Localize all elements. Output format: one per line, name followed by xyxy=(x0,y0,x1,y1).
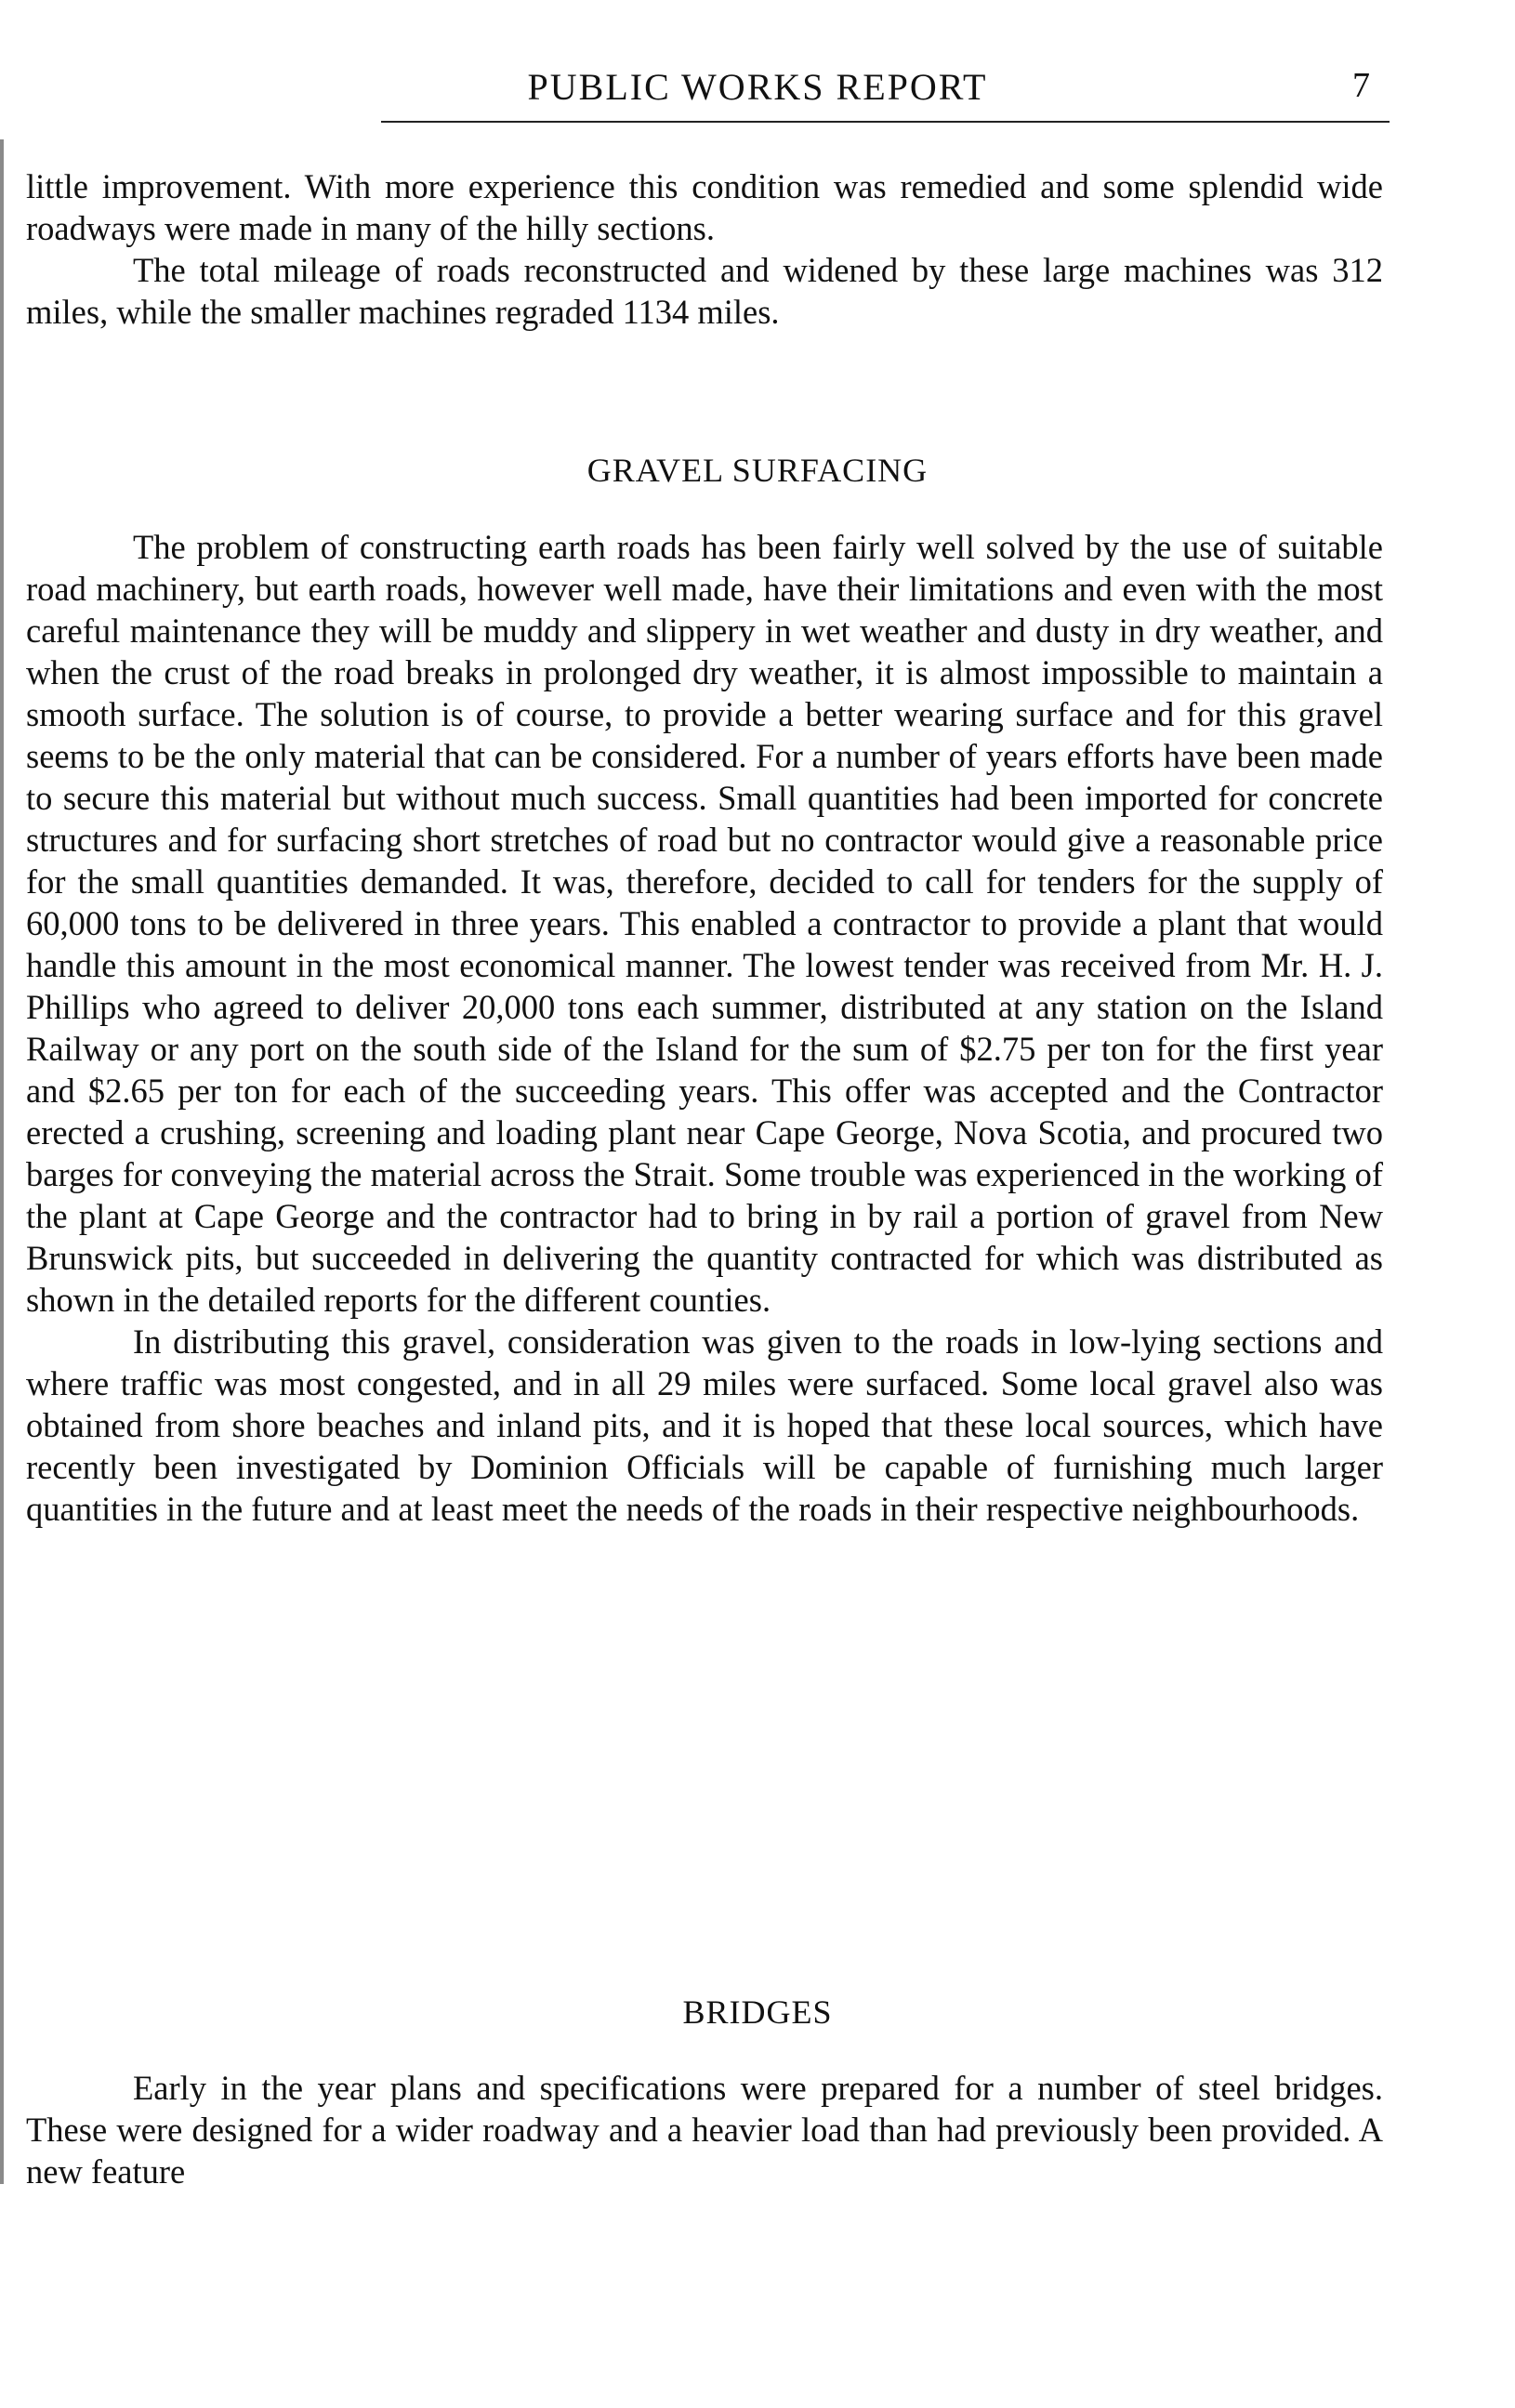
page-edge-shadow xyxy=(0,139,4,2184)
header-rule xyxy=(381,121,1390,123)
page-header xyxy=(0,58,1515,113)
bridges-text-block xyxy=(26,2067,1383,2192)
running-title: PUBLIC WORKS REPORT xyxy=(527,66,988,108)
page-number: 7 xyxy=(1352,66,1370,105)
intro-paragraph-mileage: The total mileage of roads reconstructed and widened by these large machines was 312 miles, while the smaller machines regraded 1134 miles. xyxy=(26,251,1383,331)
intro-text-block xyxy=(26,165,1383,333)
heading-bridges: BRIDGES xyxy=(682,1994,833,2031)
gravel-text-block xyxy=(26,526,1383,1530)
heading-gravel-surfacing: GRAVEL SURFACING xyxy=(586,452,929,489)
gravel-paragraph-distribution: In distributing this gravel, consideration was given to the roads in low-lying sections and where traffic was most congested, and in all 29 miles were surfaced. Some local gravel also was obtained from shore beaches and inland pits, and it is hoped that these local sources, which have recently been investigated by Dominion Officials will be capable of furnishing much larger quantities in the future and at least meet the needs of the roads in their respective neighbourhoods. xyxy=(26,1322,1383,1528)
bridges-paragraph: Early in the year plans and specifications were prepared for a number of steel bridges. These were designed for a wider roadway and a heavier load than had previously been provided. A new feature xyxy=(26,2069,1383,2191)
intro-paragraph-continued: little improvement. With more experience this condition was remedied and some splendid wide roadways were made in many of the hilly sections. xyxy=(26,167,1383,247)
gravel-paragraph-problem: The problem of constructing earth roads has been fairly well solved by the use of suitable road machinery, but earth roads, however well made, have their limitations and even with the most careful maintenance they will be muddy and slippery in wet weather and dusty in dry weather, and when the crust of the road breaks in prolonged dry weather, it is almost impossible to maintain a smooth surface. The solution is of course, to provide a better wearing surface and for this gravel seems to be the only material that can be considered. For a number of years efforts have been made to secure this material but without much success. Small quantities had been imported for concrete structures and for surfacing short stretches of road but no contractor would give a reasonable price for the small quantities demanded. It was, therefore, decided to call for tenders for the supply of 60,000 tons to be delivered in three years. This enabled a contractor to provide a plant that would handle this amount in the most economical manner. The lowest tender was received from Mr. H. J. Phillips who agreed to deliver 20,000 tons each summer, distributed at any station on the Island Railway or any port on the south side of the Island for the sum of $2.75 per ton for the first year and $2.65 per ton for each of the succeeding years. This offer was accepted and the Contractor erected a crushing, screening and loading plant near Cape George, Nova Scotia, and procured two barges for conveying the material across the Strait. Some trouble was experienced in the working of the plant at Cape George and the contractor had to bring in by rail a portion of gravel from New Brunswick pits, but succeeded in delivering the quantity contracted for which was distributed as shown in the detailed reports for the different counties. xyxy=(26,528,1383,1319)
